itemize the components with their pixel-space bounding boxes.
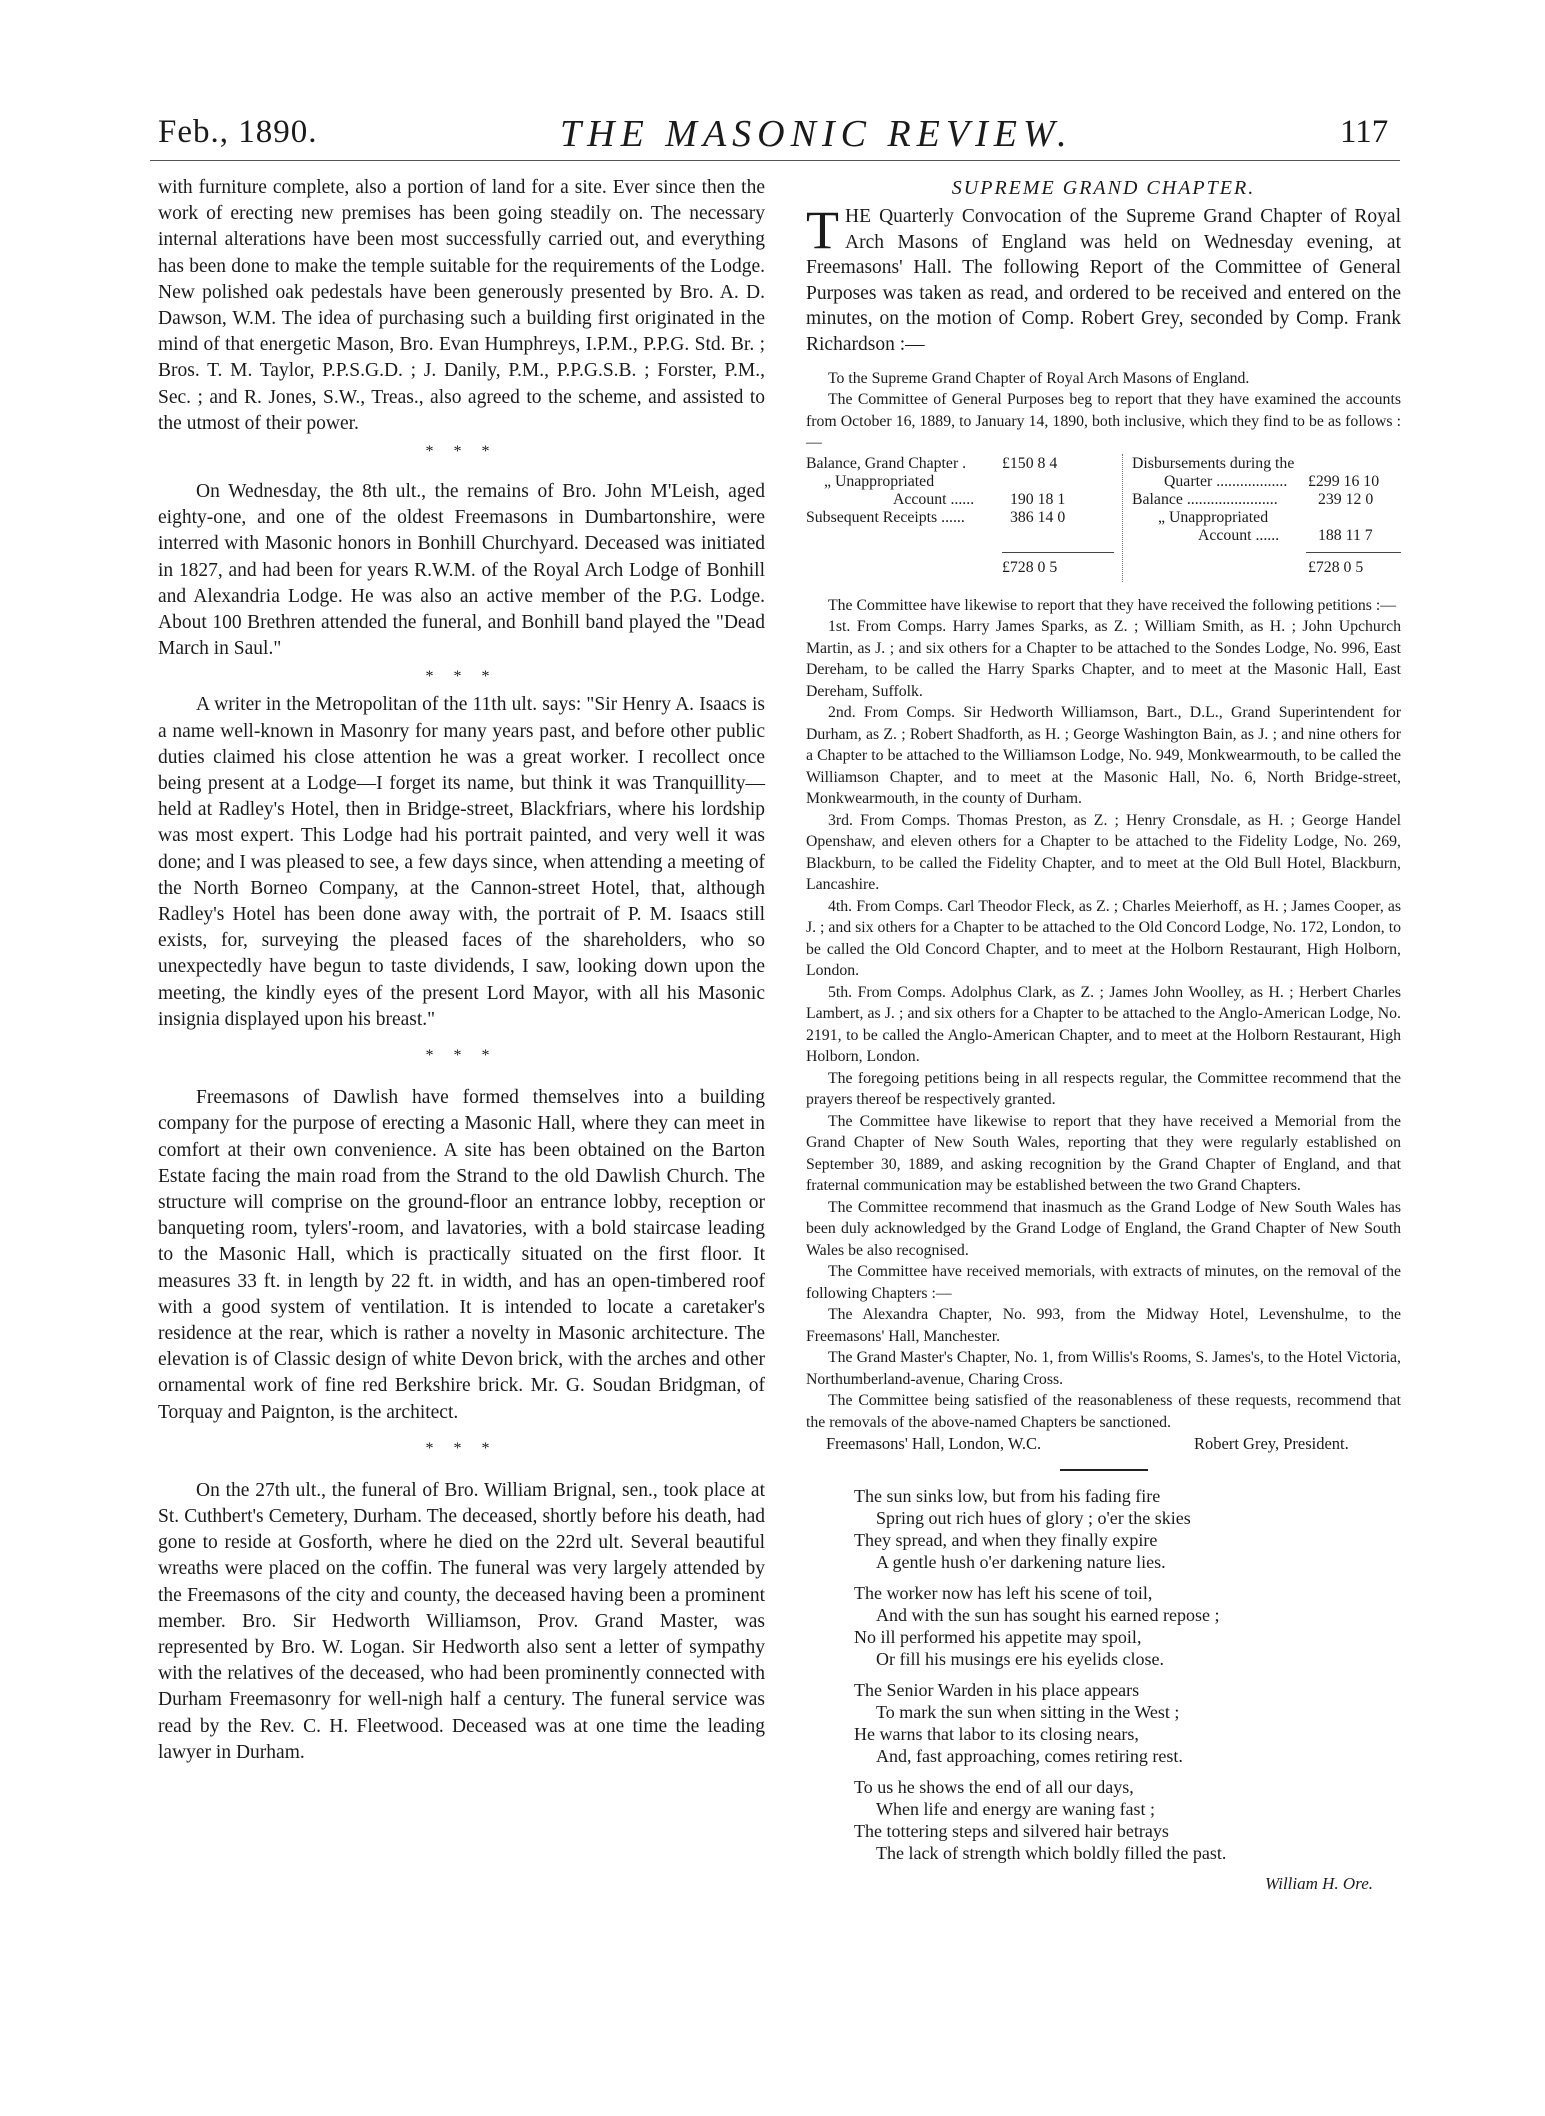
- poem-stanza: [854, 1485, 1401, 1573]
- section-separator: * * *: [425, 1439, 498, 1457]
- account-divider: [1122, 454, 1123, 582]
- poem: [854, 1485, 1401, 1895]
- page-number: 117: [1340, 114, 1389, 150]
- account-right-amount: 188 11 7: [1318, 526, 1373, 544]
- poem-line: To mark the sun when sitting in the West ;: [876, 1702, 1180, 1723]
- poem-line: They spread, and when they finally expire: [854, 1530, 1158, 1551]
- poem-line: And, fast approaching, comes retiring rest.: [876, 1746, 1183, 1767]
- report-paragraph: The Committee have received memorials, with extracts of minutes, on the removal of the following Chapters :—: [806, 1263, 1401, 1302]
- section-divider: [1060, 1469, 1148, 1471]
- account-right-total: £728 0 5: [1308, 558, 1364, 576]
- article-isaacs-paragraph: A writer in the Metropolitan of the 11th ult. says: "Sir Henry A. Isaacs is a name well-known in Masonry for many years past, and before other public duties claimed his close attention he was a great worker. I recollect once being present at a Lodge—I forget its name, but think it was Tranquillity—held at Radley's Hotel, then in Bridge-street, Blackfriars, where his lordship was most expert. This Lodge had his portrait painted, and very well it was done; and I was pleased to see, a few days since, when attending a meeting of the North Borneo Company, at the Cannon-street Hotel, that, although Radley's Hotel has been done away with, the portrait of P. M. Isaacs still exists, for, surveying the pleased faces of the shareholders, who so unexpectedly have begun to taste dividends, I saw, looking down upon the meeting, the kindly eyes of the present Lord Mayor, with all his Masonic insignia displayed upon his breast.": [158, 694, 765, 1030]
- account-left-label: „ Unappropriated: [824, 472, 935, 490]
- poem-line: A gentle hush o'er darkening nature lies.: [876, 1552, 1166, 1573]
- account-right-label: Balance .......................: [1132, 490, 1278, 508]
- poem-line: And with the sun has sought his earned repose ;: [876, 1605, 1220, 1626]
- poem-line: No ill performed his appetite may spoil,: [854, 1627, 1142, 1648]
- section-separator: * * *: [425, 1047, 498, 1065]
- article-mleish-paragraph: On Wednesday, the 8th ult., the remains of Bro. John M'Leish, aged eighty-one, and one of the oldest Freemasons in Dumbartonshire, were interred with Masonic honors in Bonhill Churchyard. Deceased was initiated in 1827, and had been for years R.W.M. of the Royal Arch Lodge of Bonhill and Alexandria Lodge. He was also an active member of the P.G. Lodge. About 100 Brethren attended the funeral, and Bonhill band played the "Dead March in Saul.": [158, 481, 765, 660]
- poem-stanza: [854, 1582, 1401, 1670]
- petition-item: 4th. From Comps. Carl Theodor Fleck, as Z. ; Charles Meierhoff, as H. ; James Cooper, as J. ; and six others for a Chapter to be attached to the Old Concord Lodge, No. 172, London, to be called the Old Concord Chapter, and to meet at the Holborn Restaurant, High Holborn, London.: [806, 897, 1401, 980]
- poem-line: Spring out rich hues of glory ; o'er the skies: [876, 1508, 1191, 1529]
- petition-item: 2nd. From Comps. Sir Hedworth Williamson, Bart., D.L., Grand Superintendent for Durham, as Z. ; Robert Shadforth, as H. ; George Washington Bain, as J. ; and nine others for a Chapter to be attached to the Williamson Lodge, No. 949, Monkwearmouth, to be called the Williamson Chapter, and to meet at the Masonic Hall, No. 6, North Bridge-street, Monkwearmouth, in the county of Durham.: [806, 704, 1401, 808]
- account-right-label: Account ......: [1198, 526, 1280, 544]
- article-dawlish-paragraph: Freemasons of Dawlish have formed themselves into a building company for the purpose of erecting a Masonic Hall, where they can meet in comfort at their own convenience. A site has been obtained on the Barton Estate facing the main road from the Strand to the old Dawlish Church. The structure will comprise on the ground-floor an entrance lobby, reception or banqueting room, tylers'-room, and lavatories, with a bold staircase leading to the Masonic Hall, which is practically situated on the first floor. It measures 33 ft. in length by 22 ft. in width, and has an open-timbered roof with a good system of ventilation. It is intended to locate a caretaker's residence at the rear, which is rather a novelty in Masonic architecture. The elevation is of Classic design of white Devon brick, with the arches and other ornamental work of fine red Berkshire brick. Mr. G. Soudan Bridgman, of Torquay and Paignton, is the architect.: [158, 1087, 765, 1423]
- poem-line: Or fill his musings ere his eyelids close.: [876, 1649, 1164, 1670]
- report-address: To the Supreme Grand Chapter of Royal Arch Masons of England.: [828, 369, 1250, 387]
- poem-line: He warns that labor to its closing nears,: [854, 1724, 1139, 1745]
- signature-place: Freemasons' Hall, London, W.C.: [826, 1434, 1042, 1454]
- report-paragraph: The Committee recommend that inasmuch as the Grand Lodge of New South Wales has been duly acknowledged by the Grand Lodge of England, the Grand Chapter of New South Wales be also recognised.: [806, 1198, 1401, 1259]
- account-right-amount: £299 16 10: [1308, 472, 1380, 490]
- poem-line: The tottering steps and silvered hair betrays: [854, 1821, 1169, 1842]
- intro-paragraph: [806, 200, 1401, 358]
- article-brignal-paragraph: On the 27th ult., the funeral of Bro. William Brignal, sen., took place at St. Cuthbert's Cemetery, Durham. The deceased, shortly before his death, had gone to reside at Gosforth, where he died on the 22rd ult. Several beautiful wreaths were placed on the coffin. The funeral was very largely attended by the Freemasons of the city and county, the deceased having been a prominent member. Bro. Sir Hedworth Williamson, Prov. Grand Master, was represented by Bro. W. Logan. Sir Hedworth also sent a letter of sympathy with the relatives of the deceased, who had been prominently connected with Durham Freemasonry for well-nigh half a century. The funeral service was read by the Rev. C. H. Fleetwood. Deceased was at one time the leading lawyer in Durham.: [158, 1479, 765, 1763]
- section-separator: * * *: [425, 668, 498, 686]
- account-right-label: Quarter ..................: [1164, 472, 1288, 490]
- account-left-amount: £150 8 4: [1002, 454, 1058, 472]
- accounts-table: [806, 454, 1401, 591]
- signature-name: Robert Grey, President.: [1194, 1434, 1349, 1454]
- account-right-total-rule: [1306, 552, 1401, 553]
- report-signature: [806, 1433, 1401, 1457]
- drop-cap: T: [806, 200, 839, 260]
- account-left-amount: 190 18 1: [1010, 490, 1066, 508]
- page-header: [0, 0, 1545, 160]
- report-paragraph: The Committee being satisfied of the reasonableness of these requests, recommend that the removals of the above-named Chapters be sanctioned.: [806, 1392, 1401, 1431]
- account-left-label: Balance, Grand Chapter .: [806, 454, 967, 472]
- petition-item: 1st. From Comps. Harry James Sparks, as Z. ; William Smith, as H. ; John Upchurch Martin, as J. ; and six others for a Chapter to be attached to the Sondes Lodge, No. 996, East Dereham, to be called the Harry Sparks Chapter, and to meet at the Masonic Hall, East Dereham, Suffolk.: [806, 618, 1401, 700]
- poem-stanza: [854, 1679, 1401, 1767]
- left-column: [158, 175, 765, 1766]
- poem-line: The worker now has left his scene of toil,: [854, 1583, 1153, 1604]
- poem-line: The Senior Warden in his place appears: [854, 1680, 1140, 1701]
- poem-stanza: [854, 1776, 1401, 1864]
- report-paragraph: The Grand Master's Chapter, No. 1, from Willis's Rooms, S. James's, to the Hotel Victoria, Northumberland-avenue, Charing Cross.: [806, 1349, 1401, 1388]
- section-separator: * * *: [425, 443, 498, 461]
- poem-line: When life and energy are waning fast ;: [876, 1799, 1156, 1820]
- right-column: [806, 175, 1401, 1895]
- report-intro: The Committee of General Purposes beg to report that they have examined the accounts from October 16, 1889, to January 14, 1890, both inclusive, which they find to be as follows :—: [806, 391, 1401, 452]
- account-left-total-rule: [1002, 552, 1114, 553]
- report-paragraph: The Alexandra Chapter, No. 993, from the Midway Hotel, Levenshulme, to the Freemasons' Hall, Manchester.: [806, 1306, 1401, 1345]
- account-left-amount: 386 14 0: [1010, 508, 1066, 526]
- account-right-label: Disbursements during the: [1132, 454, 1295, 472]
- header-rule: [150, 160, 1400, 161]
- petition-item: 5th. From Comps. Adolphus Clark, as Z. ; James John Woolley, as H. ; Herbert Charles Lambert, as J. ; and six others for a Chapter to be attached to the Anglo-American Lodge, No. 2191, to be called the Anglo-American Chapter, and to meet at the Holborn Restaurant, High Holborn, London.: [806, 983, 1401, 1066]
- section-title: SUPREME GRAND CHAPTER.: [951, 177, 1256, 199]
- account-right-label: „ Unappropriated: [1158, 508, 1269, 526]
- journal-title: THE MASONIC REVIEW.: [560, 113, 1073, 155]
- petitions-intro: The Committee have likewise to report that they have received the following petitions :—: [828, 596, 1397, 614]
- account-left-label: Subsequent Receipts ......: [806, 508, 965, 526]
- poem-line: To us he shows the end of all our days,: [854, 1777, 1134, 1798]
- account-right-amount: 239 12 0: [1318, 490, 1374, 508]
- intro-text: HE Quarterly Convocation of the Supreme Grand Chapter of Royal Arch Masons of England was held on Wednesday evening, at Freemasons' Hall. The following Report of the Committee of General Purposes was taken as read, and ordered to be received and entered on the minutes, on the motion of Comp. Robert Grey, seconded by Comp. Frank Richardson :—: [806, 206, 1401, 355]
- poem-author: William H. Ore.: [1265, 1874, 1373, 1894]
- article-temple-paragraph: with furniture complete, also a portion of land for a site. Ever since then the work of erecting new premises has been going steadily on. The necessary internal alterations have been most successfully carried out, and everything has been done to make the temple suitable for the requirements of the Lodge. New polished oak pedestals have been generously presented by Bro. A. D. Dawson, W.M. The idea of purchasing such a building first originated in the mind of that energetic Mason, Bro. Evan Humphreys, I.P.M., P.P.G. Std. Br. ; Bros. T. M. Taylor, P.P.S.G.D. ; J. Danily, P.M., P.P.G.S.B. ; Forster, P.M., Sec. ; and R. Jones, S.W., Treas., also agreed to the scheme, and assisted to the utmost of their power.: [158, 177, 765, 434]
- poem-line: The lack of strength which boldly filled the past.: [876, 1843, 1227, 1864]
- account-left-label: Account ......: [893, 490, 975, 508]
- issue-date: Feb., 1890.: [158, 114, 318, 150]
- account-left-total: £728 0 5: [1002, 558, 1058, 576]
- report-paragraph: The Committee have likewise to report that they have received a Memorial from the Grand Chapter of New South Wales, reporting that they were regularly established on September 30, 1889, and asking recognition by the Grand Chapter of England, and that fraternal communication may be established between the two Grand Chapters.: [806, 1112, 1401, 1195]
- petition-item: 3rd. From Comps. Thomas Preston, as Z. ; Henry Cronsdale, as H. ; George Handel Openshaw, and eleven others for a Chapter to be attached to the Fidelity Lodge, No. 269, Blackburn, to be called the Fidelity Chapter, and to meet at the Old Bull Hotel, Blackburn, Lancashire.: [806, 811, 1401, 894]
- poem-line: The sun sinks low, but from his fading fire: [854, 1486, 1161, 1507]
- report-paragraph: The foregoing petitions being in all respects regular, the Committee recommend that the prayers thereof be respectively granted.: [806, 1069, 1401, 1109]
